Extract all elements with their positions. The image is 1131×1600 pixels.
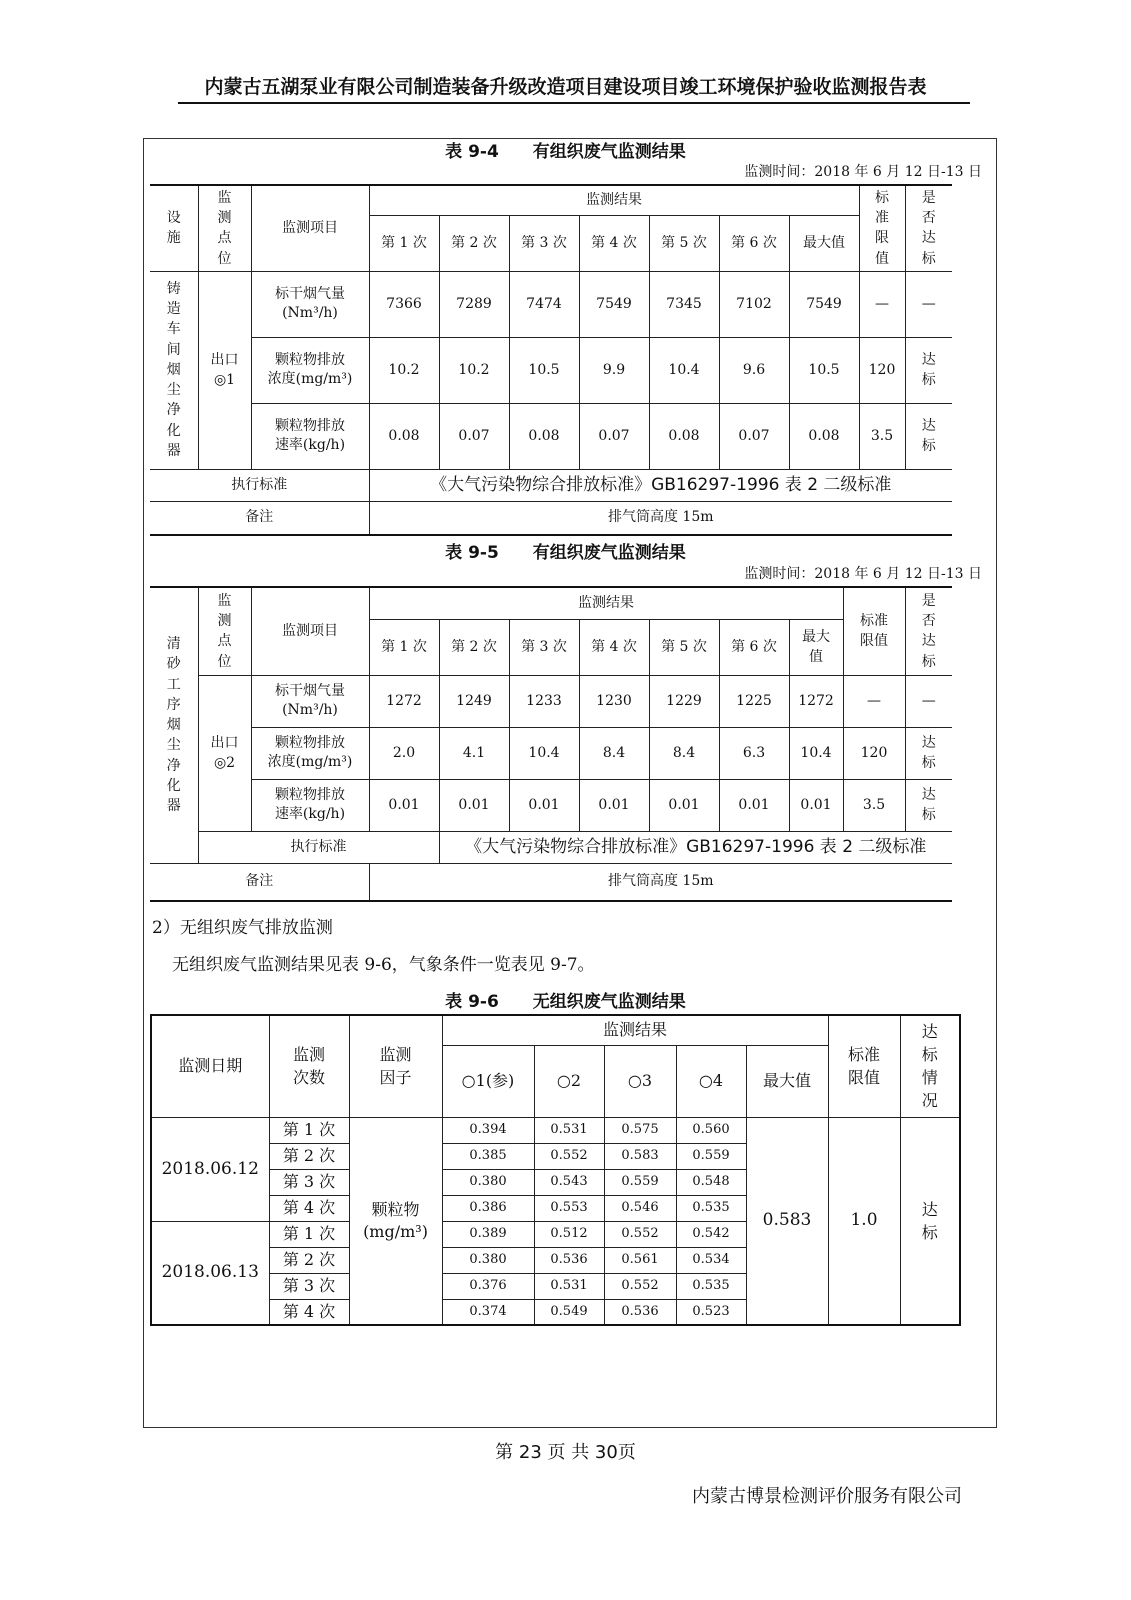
value-cell: 0.01 [649,779,719,831]
value-cell: 1249 [439,675,509,727]
value-cell: 10.5 [509,337,579,403]
pass-cell: 达标 [905,403,952,469]
value-cell: 0.531 [534,1273,604,1299]
pass-cell: 达标 [900,1117,960,1325]
value-cell: 1225 [719,675,789,727]
table-row [151,1117,960,1143]
value-cell: 6.3 [719,727,789,779]
header-run-3: 第 3 次 [509,215,579,271]
header-facility: 设施 [150,185,198,271]
value-cell: 0.560 [676,1117,746,1143]
section-paragraph: 无组织废气监测结果见表 9-6，气象条件一览表见 9-7。 [172,955,595,975]
value-cell: 7102 [719,271,789,337]
value-cell: 0.523 [676,1299,746,1325]
facility-cell: 铸造车间烟尘净化器 [150,271,198,469]
header-run-4: 第 4 次 [579,619,649,675]
header-run-3: 第 3 次 [509,619,579,675]
point-cell: 出口◎1 [198,271,251,469]
limit-cell: 3.5 [859,403,905,469]
value-cell: 0.559 [604,1169,676,1195]
value-cell: 0.01 [369,779,439,831]
section-heading: 2）无组织废气排放监测 [152,918,333,938]
run-cell: 第 3 次 [269,1169,349,1195]
header-point: 监测点位 [198,587,251,675]
value-cell: 1233 [509,675,579,727]
value-cell: 0.389 [442,1221,534,1247]
item-cell: 标干烟气量 (Nm³/h) [251,675,369,727]
value-cell: 0.543 [534,1169,604,1195]
header-run-2: 第 2 次 [439,619,509,675]
header-max: 最大值 [746,1045,828,1117]
table-row [150,779,952,831]
value-cell: 0.08 [649,403,719,469]
value-cell: 0.07 [439,403,509,469]
value-cell: 0.542 [676,1221,746,1247]
max-cell: 0.583 [746,1117,828,1325]
value-cell: 7289 [439,271,509,337]
value-cell: 0.583 [604,1143,676,1169]
value-cell: 0.536 [534,1247,604,1273]
value-cell: 7474 [509,271,579,337]
item-cell: 标干烟气量 (Nm³/h) [251,271,369,337]
header-run-1: 第 1 次 [369,215,439,271]
value-cell: 8.4 [649,727,719,779]
header-factor: 监测因子 [349,1015,442,1117]
header-run-6: 第 6 次 [719,215,789,271]
value-cell: 0.549 [534,1299,604,1325]
header-max: 最大值 [789,215,859,271]
footer-organization: 内蒙古博景检测评价服务有限公司 [692,1486,962,1507]
table-row [150,271,952,337]
point-cell: 出口◎2 [198,675,251,831]
header-point-1: ○1(参) [442,1045,534,1117]
header-point-3: ○3 [604,1045,676,1117]
max-cell: 10.5 [789,337,859,403]
value-cell: 0.535 [676,1195,746,1221]
value-cell: 0.01 [509,779,579,831]
value-cell: 7549 [579,271,649,337]
run-cell: 第 3 次 [269,1273,349,1299]
header-results: 监测结果 [369,587,843,619]
header-pass: 达标情况 [900,1015,960,1117]
value-cell: 0.536 [604,1299,676,1325]
header-run-5: 第 5 次 [649,619,719,675]
item-cell: 颗粒物排放 速率(kg/h) [251,779,369,831]
value-cell: 0.531 [534,1117,604,1143]
factor-cell: 颗粒物 (mg/m³) [349,1117,442,1325]
header-count: 监测次数 [269,1015,349,1117]
value-cell: 0.553 [534,1195,604,1221]
table-row [150,675,952,727]
value-cell: 10.2 [439,337,509,403]
date-cell: 2018.06.13 [151,1221,269,1325]
run-cell: 第 1 次 [269,1221,349,1247]
run-cell: 第 2 次 [269,1143,349,1169]
header-run-6: 第 6 次 [719,619,789,675]
table-9-5 [150,586,952,902]
header-run-5: 第 5 次 [649,215,719,271]
remark-text: 排气筒高度 15m [369,863,952,901]
table-9-5-time: 监测时间：2018 年 6 月 12 日-13 日 [744,566,982,582]
max-cell: 10.4 [789,727,843,779]
value-cell: 2.0 [369,727,439,779]
pass-cell: 达标 [905,779,952,831]
table-row [150,727,952,779]
value-cell: 0.386 [442,1195,534,1221]
table-9-5-caption: 表 9-5 有组织废气监测结果 [445,543,686,563]
table-9-4-caption: 表 9-4 有组织废气监测结果 [445,142,686,162]
facility-cell: 清砂工序烟尘净化器 [150,587,198,863]
value-cell: 1229 [649,675,719,727]
limit-cell: 120 [843,727,905,779]
header-limit: 标准限值 [828,1015,900,1117]
item-cell: 颗粒物排放 浓度(mg/m³) [251,337,369,403]
value-cell: 0.575 [604,1117,676,1143]
value-cell: 9.6 [719,337,789,403]
table-9-4-time: 监测时间：2018 年 6 月 12 日-13 日 [744,164,982,180]
header-limit: 标准限值 [859,185,905,271]
item-cell: 颗粒物排放 速率(kg/h) [251,403,369,469]
remark-label: 备注 [150,501,369,535]
value-cell: 0.535 [676,1273,746,1299]
value-cell: 10.2 [369,337,439,403]
limit-cell: 3.5 [843,779,905,831]
value-cell: 10.4 [509,727,579,779]
standard-label: 执行标准 [150,469,369,501]
header-item: 监测项目 [251,185,369,271]
header-results: 监测结果 [369,185,859,215]
value-cell: 0.07 [579,403,649,469]
value-cell: 1272 [369,675,439,727]
item-cell: 颗粒物排放 浓度(mg/m³) [251,727,369,779]
table-row [150,403,952,469]
value-cell: 0.512 [534,1221,604,1247]
pass-cell: 达标 [905,727,952,779]
value-cell: 0.08 [509,403,579,469]
value-cell: 10.4 [649,337,719,403]
value-cell: 0.552 [534,1143,604,1169]
header-results: 监测结果 [442,1015,828,1045]
value-cell: 0.01 [579,779,649,831]
value-cell: 0.394 [442,1117,534,1143]
max-cell: 0.01 [789,779,843,831]
table-9-4 [150,184,952,536]
run-cell: 第 1 次 [269,1117,349,1143]
header-run-4: 第 4 次 [579,215,649,271]
header-pass: 是否达标 [905,587,952,675]
value-cell: 0.534 [676,1247,746,1273]
pass-cell: — [905,271,952,337]
value-cell: 0.380 [442,1169,534,1195]
header-run-1: 第 1 次 [369,619,439,675]
header-run-2: 第 2 次 [439,215,509,271]
value-cell: 0.385 [442,1143,534,1169]
value-cell: 8.4 [579,727,649,779]
header-point-4: ○4 [676,1045,746,1117]
value-cell: 0.548 [676,1169,746,1195]
date-cell: 2018.06.12 [151,1117,269,1221]
header-rule [178,102,970,104]
header-pass: 是否达标 [905,185,952,271]
table-9-6 [150,1014,961,1326]
run-cell: 第 4 次 [269,1195,349,1221]
limit-cell: — [843,675,905,727]
value-cell: 0.552 [604,1273,676,1299]
report-title: 内蒙古五湖泵业有限公司制造装备升级改造项目建设项目竣工环境保护验收监测报告表 [204,76,927,98]
table-row [150,337,952,403]
standard-label: 执行标准 [198,831,439,863]
header-point-2: ○2 [534,1045,604,1117]
value-cell: 0.376 [442,1273,534,1299]
value-cell: 0.546 [604,1195,676,1221]
limit-cell: 120 [859,337,905,403]
remark-text: 排气筒高度 15m [369,501,952,535]
header-item: 监测项目 [251,587,369,675]
header-point: 监测点位 [198,185,251,271]
value-cell: 0.380 [442,1247,534,1273]
header-date: 监测日期 [151,1015,269,1117]
pass-cell: — [905,675,952,727]
value-cell: 0.552 [604,1221,676,1247]
table-9-6-caption: 表 9-6 无组织废气监测结果 [445,992,686,1012]
value-cell: 0.561 [604,1247,676,1273]
run-cell: 第 2 次 [269,1247,349,1273]
value-cell: 7345 [649,271,719,337]
remark-label: 备注 [150,863,369,901]
standard-text: 《大气污染物综合排放标准》GB16297-1996 表 2 二级标准 [369,469,952,501]
pass-cell: 达标 [905,337,952,403]
max-cell: 0.08 [789,403,859,469]
value-cell: 0.374 [442,1299,534,1325]
header-max: 最大值 [789,619,843,675]
limit-cell: — [859,271,905,337]
value-cell: 0.559 [676,1143,746,1169]
max-cell: 1272 [789,675,843,727]
value-cell: 9.9 [579,337,649,403]
standard-text: 《大气污染物综合排放标准》GB16297-1996 表 2 二级标准 [439,831,952,863]
value-cell: 0.01 [719,779,789,831]
value-cell: 0.01 [439,779,509,831]
max-cell: 7549 [789,271,859,337]
value-cell: 7366 [369,271,439,337]
value-cell: 0.07 [719,403,789,469]
run-cell: 第 4 次 [269,1299,349,1325]
value-cell: 0.08 [369,403,439,469]
page-number: 第 23 页 共 30页 [495,1442,636,1463]
value-cell: 4.1 [439,727,509,779]
limit-cell: 1.0 [828,1117,900,1325]
header-limit: 标准限值 [843,587,905,675]
value-cell: 1230 [579,675,649,727]
